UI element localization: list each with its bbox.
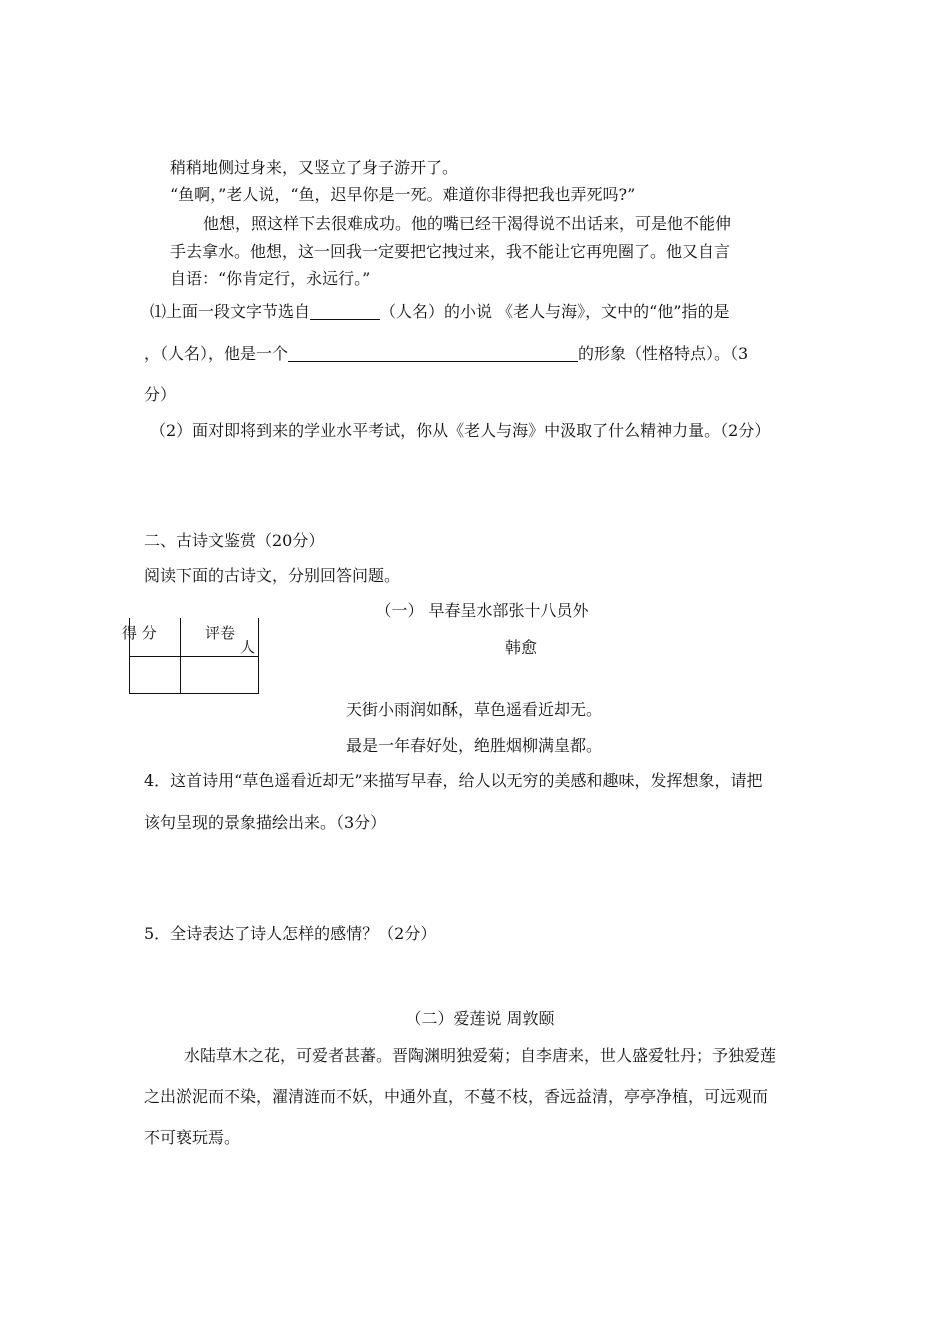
question-4-line-1: 4．这首诗用“草色遥看近却无”来描写早春，给人以无穷的美感和趣味，发挥想象，请把 bbox=[144, 771, 763, 790]
question-2: （2）面对即将到来的学业水平考试，你从《老人与海》中汲取了什么精神力量。（2分） bbox=[150, 421, 771, 440]
prose-2-line-1: 水陆草木之花，可爱者甚蕃。晋陶渊明独爱菊；自李唐来，世人盛爱牡丹；予独爱莲 bbox=[184, 1046, 777, 1065]
question-5: 5．全诗表达了诗人怎样的感情？（2分） bbox=[144, 924, 437, 943]
passage-line-3: 他想，照这样下去很难成功。他的嘴已经干渴得说不出话来，可是他不能伸 bbox=[203, 214, 732, 233]
passage-line-4: 手去拿水。他想，这一回我一定要把它拽过来，我不能让它再兜圈了。他又自言 bbox=[170, 242, 731, 261]
author-answer-blank[interactable] bbox=[310, 304, 380, 320]
character-trait-blank[interactable] bbox=[288, 346, 578, 362]
poem-1-title: （一） 早春呈水部张十八员外 bbox=[375, 601, 589, 620]
passage-line-2: “鱼啊，”老人说，“鱼，迟早你是一死。难道你非得把我也弄死吗?” bbox=[170, 185, 636, 204]
passage-line-5: 自语：“你肯定行，永远行。” bbox=[170, 269, 371, 288]
score-input-cell[interactable] bbox=[131, 658, 178, 691]
prose-2-line-3: 不可亵玩焉。 bbox=[144, 1128, 241, 1147]
passage-line-1: 稍稍地侧过身来，又竖立了身子游开了。 bbox=[170, 158, 459, 177]
grader-label-b: 人 bbox=[240, 638, 256, 656]
question-1-text-d: 的形象（性格特点）。（3 bbox=[578, 344, 749, 363]
section-2-heading: 二、古诗文鉴赏（20分） bbox=[144, 531, 325, 550]
score-label: 得 分 bbox=[122, 624, 157, 642]
prose-2-line-2: 之出淤泥而不染，濯清涟而不妖，中通外直，不蔓不枝，香远益清，亭亭净植，可远观而 bbox=[144, 1087, 769, 1106]
question-1-line-3: 分） bbox=[144, 385, 177, 404]
poem-1-author: 韩愈 bbox=[504, 638, 538, 657]
prose-2-title: （二）爱莲说 周敦颐 bbox=[405, 1009, 555, 1028]
question-1-line-2 bbox=[144, 346, 748, 362]
section-2-instruction: 阅读下面的古诗文，分别回答问题。 bbox=[144, 566, 401, 585]
score-box-rule bbox=[130, 656, 258, 657]
question-1-text-b: （人名）的小说 《老人与海》，文中的“他”指的是 bbox=[380, 302, 730, 321]
poem-1-line-1: 天街小雨润如酥，草色遥看近却无。 bbox=[345, 700, 603, 719]
question-4-line-2: 该句呈现的景象描绘出来。（3分） bbox=[144, 813, 387, 832]
grader-label-a: 评卷 bbox=[205, 624, 236, 642]
question-1-text-a: ⑴上面一段文字节选自 bbox=[150, 302, 311, 321]
grader-input-cell[interactable] bbox=[181, 658, 256, 691]
poem-1-line-2: 最是一年春好处，绝胜烟柳满皇都。 bbox=[345, 736, 603, 755]
question-1-text-c: ，（人名），他是一个 bbox=[144, 344, 289, 363]
question-1-line-1 bbox=[150, 304, 729, 320]
